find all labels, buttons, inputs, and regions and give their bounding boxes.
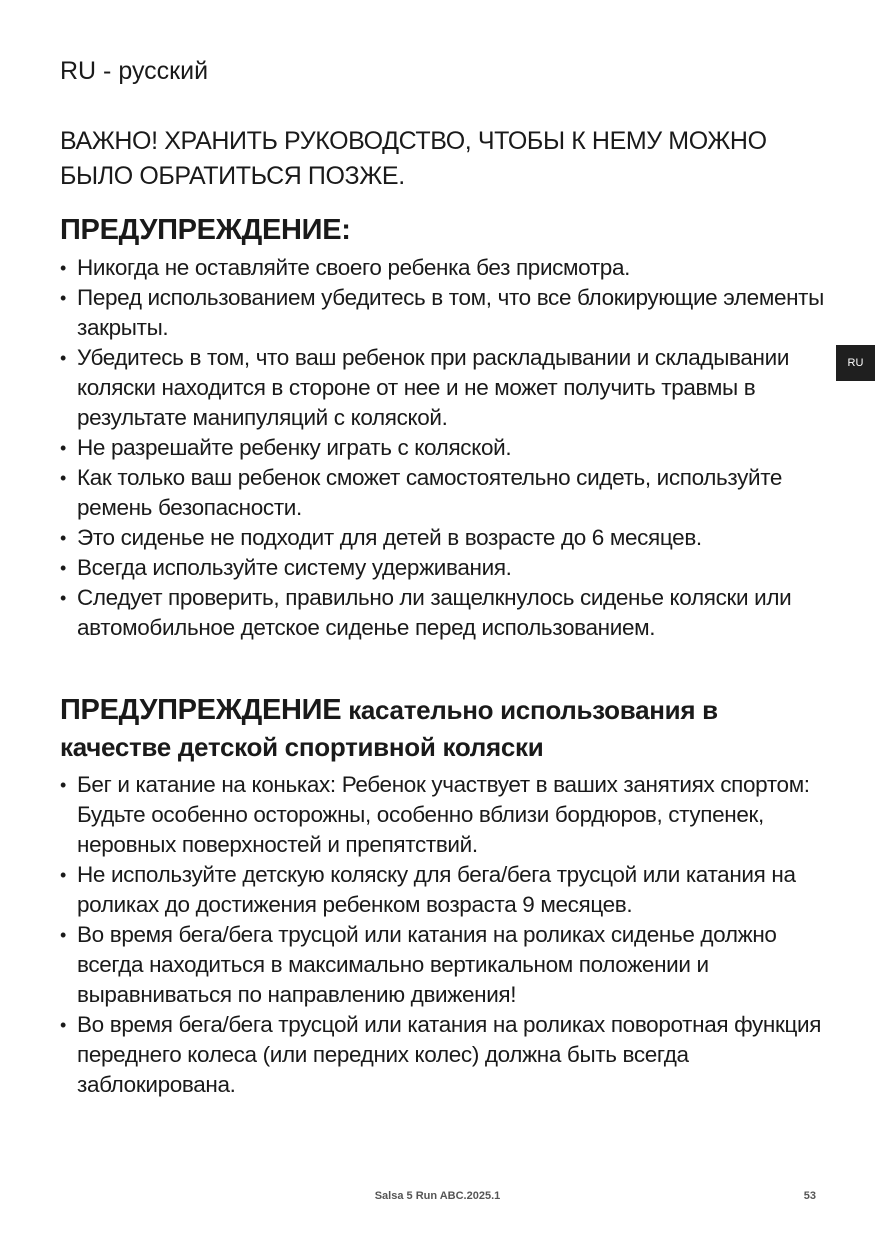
sport-warning-section — [60, 692, 830, 1100]
list-item: • Бег и катание на коньках: Ребенок участвует в ваших занятиях спортом: Будьте особенно осторожны, особенно вблизи бордюров, ступенек, неровных поверхностей и препятствий. — [60, 770, 830, 860]
list-item: • Во время бега/бега трусцой или катания на роликах сиденье должно всегда находиться в максимально вертикальном положении и выравниваться по направлению движения! — [60, 920, 830, 1010]
list-item: • Это сиденье не подходит для детей в возрасте до 6 месяцев. — [60, 523, 830, 553]
important-notice: ВАЖНО! ХРАНИТЬ РУКОВОДСТВО, ЧТОБЫ К НЕМУ МОЖНО БЫЛО ОБРАТИТЬСЯ ПОЗЖЕ. — [60, 127, 767, 190]
page-number: 53 — [803, 1190, 816, 1202]
warning-list — [60, 253, 830, 643]
footer-model-label: Salsa 5 Run ABC.2025.1 — [374, 1190, 501, 1202]
list-item: • Не разрешайте ребенку играть с коляской. — [60, 433, 830, 463]
warning-section — [60, 212, 830, 643]
list-item: • Всегда используйте систему удерживания. — [60, 553, 830, 583]
list-item: • Убедитесь в том, что ваш ребенок при раскладывании и складывании коляски находится в стороне от нее и не может получить травмы в результате манипуляций с коляской. — [60, 343, 830, 433]
language-title: RU - русский — [60, 57, 209, 85]
sport-warning-heading — [60, 692, 830, 766]
warning-heading: ПРЕДУПРЕЖДЕНИЕ: — [60, 214, 351, 246]
sport-warning-list — [60, 770, 830, 1100]
list-item: • Перед использованием убедитесь в том, что все блокирующие элементы закрыты. — [60, 283, 830, 343]
list-item: • Не используйте детскую коляску для бега/бега трусцой или катания на роликах до достижения ребенком возраста 9 месяцев. — [60, 860, 830, 920]
list-item: • Никогда не оставляйте своего ребенка без присмотра. — [60, 253, 830, 283]
sport-heading-rest: касательно использования в качестве детской спортивной коляски — [60, 695, 718, 762]
sport-heading-main: ПРЕДУПРЕЖДЕНИЕ — [60, 694, 342, 726]
list-item: • Во время бега/бега трусцой или катания на роликах поворотная функция переднего колеса (или передних колес) должна быть всегда заблокирована. — [60, 1010, 830, 1100]
list-item: • Следует проверить, правильно ли защелкнулось сиденье коляски или автомобильное детское сиденье перед использованием. — [60, 583, 830, 643]
list-item: • Как только ваш ребенок сможет самостоятельно сидеть, используйте ремень безопасности. — [60, 463, 830, 523]
language-side-tab: RU — [836, 345, 875, 381]
